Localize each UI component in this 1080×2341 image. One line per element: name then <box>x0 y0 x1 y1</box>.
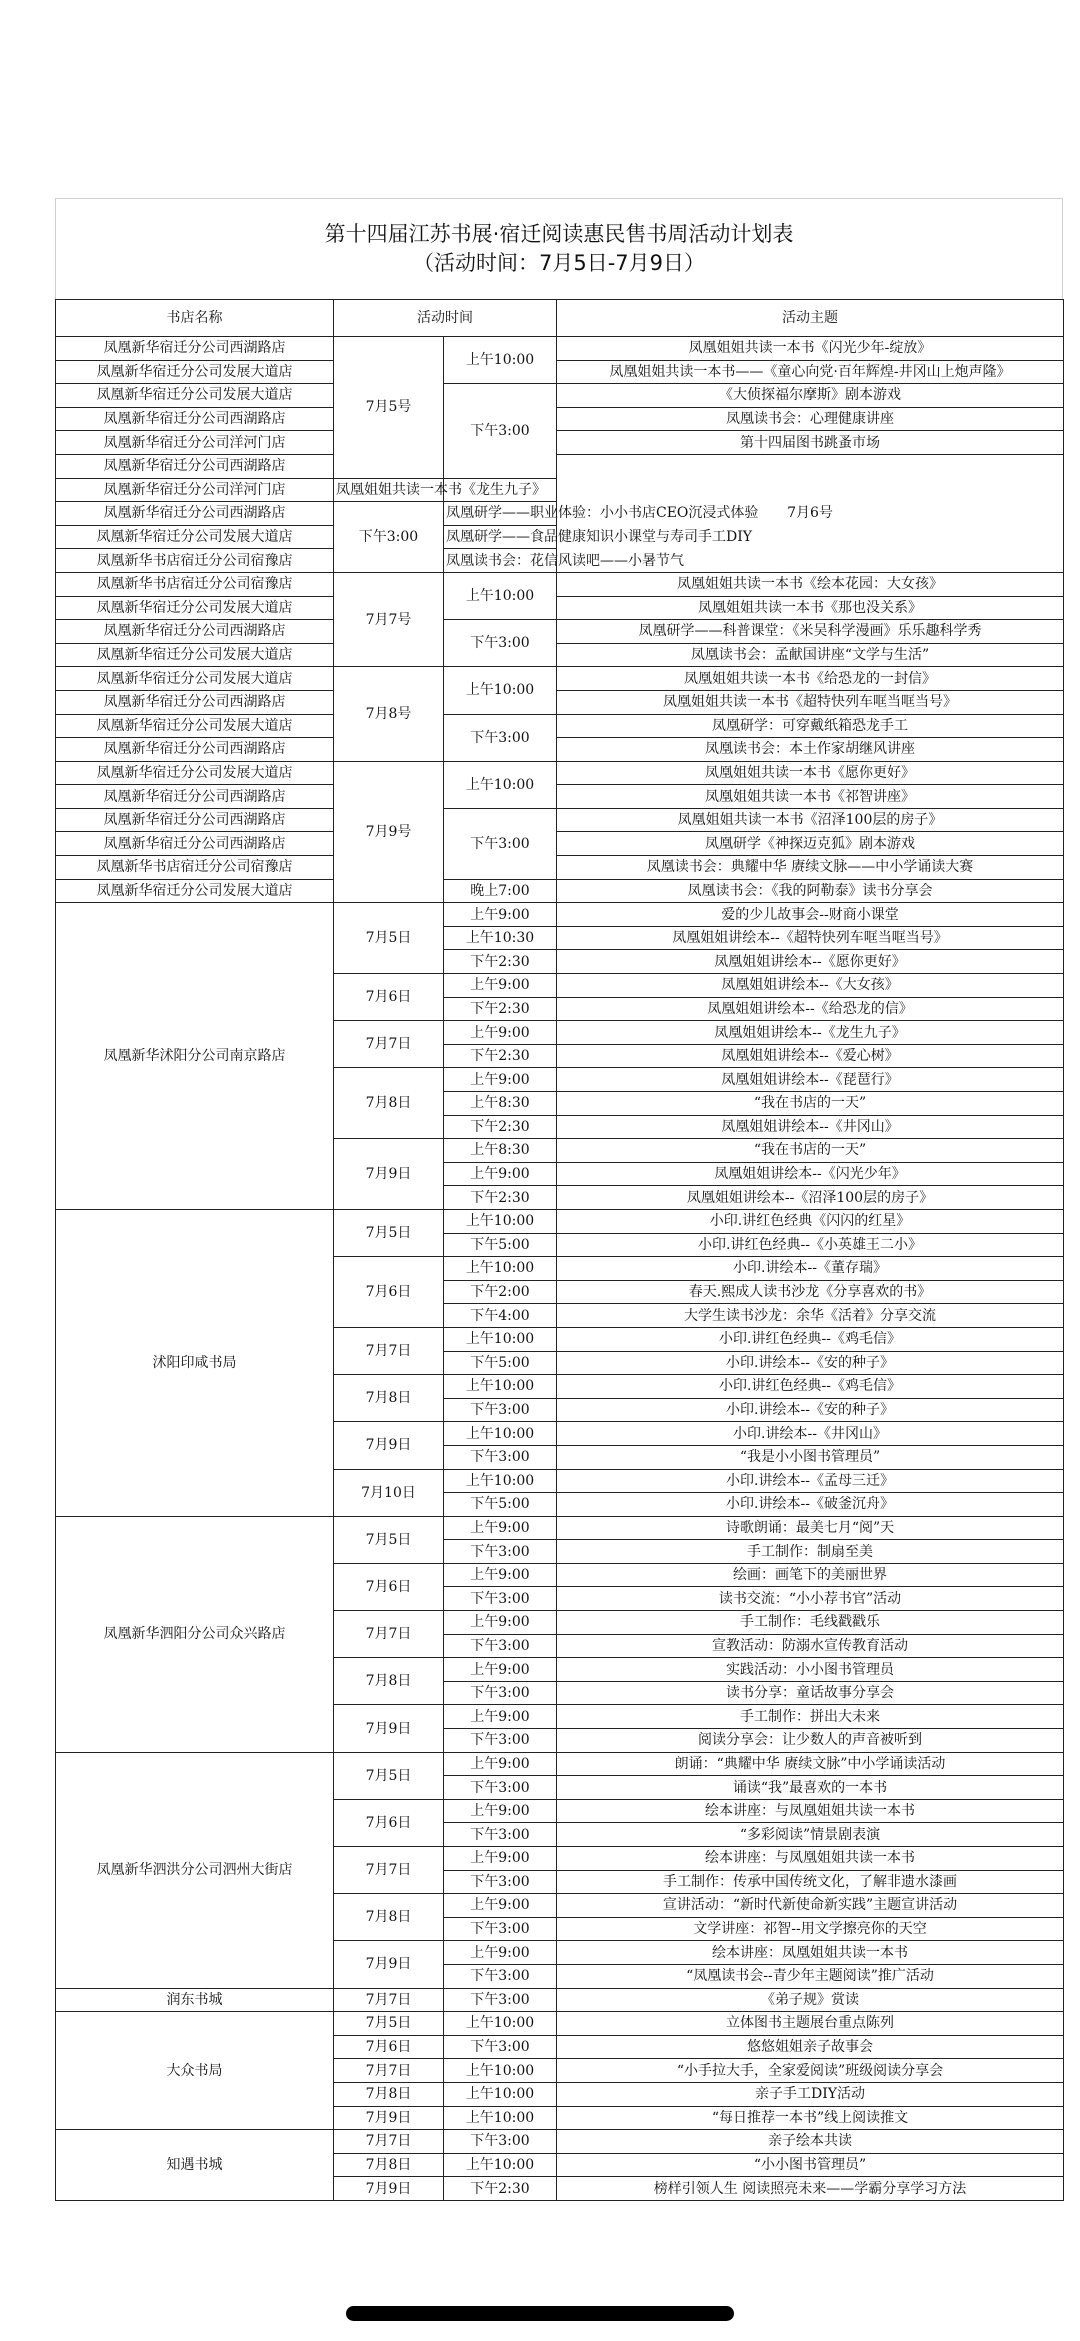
activity-date-cell: 7月9日 <box>334 2177 444 2201</box>
store-name-cell: 凤凰新华宿迁分公司西湖路店 <box>56 620 334 644</box>
table-row <box>56 1516 1064 1540</box>
activity-plan-document <box>55 198 1063 2201</box>
activity-theme-cell: 凤凰读书会：《我的阿勒泰》读书分享会 <box>557 879 1064 903</box>
activity-theme-cell: “凤凰读书会--青少年主题阅读”推广活动 <box>557 1964 1064 1988</box>
store-name-cell: 凤凰新华宿迁分公司发展大道店 <box>56 596 334 620</box>
activity-date-cell: 7月5日 <box>334 1752 444 1799</box>
activity-time-cell: 上午10:00 <box>444 2106 557 2130</box>
activity-theme-cell: 小印.讲绘本--《破釜沉舟》 <box>557 1493 1064 1517</box>
store-name-cell: 凤凰新华宿迁分公司西湖路店 <box>56 690 334 714</box>
table-row <box>56 856 1064 880</box>
activity-theme-cell: 凤凰姐姐共读一本书《愿你更好》 <box>557 761 1064 785</box>
activity-time-cell: 下午2:30 <box>444 997 557 1021</box>
store-name-cell: 凤凰新华宿迁分公司西湖路店 <box>56 502 334 526</box>
activity-theme-cell: 凤凰研学——职业体验：小小书店CEO沉浸式体验 <box>444 502 557 526</box>
store-name-cell: 凤凰新华宿迁分公司洋河门店 <box>56 431 334 455</box>
activity-time-cell: 上午8:30 <box>444 1139 557 1163</box>
activity-time-cell: 上午9:00 <box>444 1847 557 1871</box>
activity-theme-cell: 文学讲座：祁智--用文学擦亮你的天空 <box>557 1917 1064 1941</box>
activity-theme-cell: 凤凰姐姐讲绘本--《愿你更好》 <box>557 950 1064 974</box>
table-row <box>56 454 1064 478</box>
activity-theme-cell: 亲子手工DIY活动 <box>557 2082 1064 2106</box>
activity-date-cell: 7月6日 <box>334 974 444 1021</box>
activity-time-cell: 下午2:30 <box>444 1044 557 1068</box>
activity-theme-cell: 诵读“我”最喜欢的一本书 <box>557 1776 1064 1800</box>
activity-time-cell: 下午3:00 <box>444 1988 557 2012</box>
activity-time-cell: 上午9:00 <box>444 903 557 927</box>
activity-time-cell: 下午3:00 <box>444 714 557 761</box>
activity-theme-cell: 凤凰姐姐讲绘本--《给恐龙的信》 <box>557 997 1064 1021</box>
header-row <box>56 300 1064 337</box>
activity-date-cell: 7月10日 <box>334 1469 444 1516</box>
activity-date-cell: 7月6号 <box>557 454 1064 572</box>
activity-theme-cell: 春天.熙成人读书沙龙《分享喜欢的书》 <box>557 1280 1064 1304</box>
activity-time-cell: 下午3:00 <box>444 384 557 478</box>
activity-theme-cell: 实践活动：小小图书管理员 <box>557 1658 1064 1682</box>
store-name-cell: 凤凰新华沭阳分公司南京路店 <box>56 903 334 1210</box>
activity-time-cell: 上午10:00 <box>444 1209 557 1233</box>
activity-date-cell: 7月7日 <box>334 1327 444 1374</box>
activity-theme-cell: “小小图书管理员” <box>557 2153 1064 2177</box>
activity-time-cell: 下午5:00 <box>444 1493 557 1517</box>
activity-date-cell: 7月7号 <box>334 572 444 666</box>
store-name-cell: 凤凰新华宿迁分公司洋河门店 <box>56 478 334 502</box>
activity-date-cell: 7月7日 <box>334 1021 444 1068</box>
header-theme: 活动主题 <box>557 300 1064 337</box>
activity-date-cell: 7月8日 <box>334 1894 444 1941</box>
activity-theme-cell: 小印.讲红色经典《闪闪的红星》 <box>557 1209 1064 1233</box>
store-name-cell: 凤凰新华宿迁分公司发展大道店 <box>56 761 334 785</box>
activity-theme-cell: 凤凰姐姐讲绘本--《琵琶行》 <box>557 1068 1064 1092</box>
activity-theme-cell: 手工制作：毛线戳戳乐 <box>557 1611 1064 1635</box>
store-name-cell: 凤凰新华宿迁分公司西湖路店 <box>56 454 334 478</box>
activity-theme-cell: 凤凰姐姐共读一本书《绘本花园：大女孩》 <box>557 572 1064 596</box>
activity-time-cell: 上午9:00 <box>444 1068 557 1092</box>
activity-time-cell: 下午3:00 <box>444 1681 557 1705</box>
activity-theme-cell: 小印.讲红色经典--《鸡毛信》 <box>557 1327 1064 1351</box>
activity-date-cell: 7月6日 <box>334 1563 444 1610</box>
table-row <box>56 714 1064 738</box>
activity-theme-cell: 凤凰姐姐共读一本书《闪光少年-绽放》 <box>557 337 1064 361</box>
activity-date-cell: 7月7日 <box>334 1611 444 1658</box>
activity-theme-cell: 凤凰姐姐共读一本书——《童心向党·百年辉煌-井冈山上炮声隆》 <box>557 360 1064 384</box>
activity-date-cell: 7月9日 <box>334 2106 444 2130</box>
activity-theme-cell: 凤凰姐姐共读一本书《给恐龙的一封信》 <box>557 667 1064 691</box>
store-name-cell: 凤凰新华书店宿迁分公司宿豫店 <box>56 856 334 880</box>
activity-time-cell: 上午10:00 <box>444 1375 557 1399</box>
store-name-cell: 凤凰新华宿迁分公司西湖路店 <box>56 407 334 431</box>
activity-date-cell: 7月8日 <box>334 2153 444 2177</box>
activity-date-cell: 7月5日 <box>334 903 444 974</box>
store-name-cell: 知遇书城 <box>56 2130 334 2201</box>
table-row <box>56 761 1064 785</box>
activity-theme-cell: 悠悠姐姐亲子故事会 <box>557 2035 1064 2059</box>
activity-theme-cell: 凤凰读书会：孟献国讲座“文学与生活” <box>557 643 1064 667</box>
table-row <box>56 620 1064 644</box>
activity-theme-cell: 凤凰研学——食品健康知识小课堂与寿司手工DIY <box>444 525 557 549</box>
activity-time-cell: 上午9:00 <box>444 1611 557 1635</box>
activity-theme-cell: 立体图书主题展台重点陈列 <box>557 2012 1064 2036</box>
activity-time-cell: 上午10:00 <box>444 572 557 619</box>
table-row <box>56 407 1064 431</box>
activity-theme-cell: 凤凰研学：可穿戴纸箱恐龙手工 <box>557 714 1064 738</box>
activity-date-cell: 7月5号 <box>334 337 444 479</box>
store-name-cell: 凤凰新华宿迁分公司发展大道店 <box>56 384 334 408</box>
activity-time-cell: 下午2:30 <box>444 1115 557 1139</box>
store-name-cell: 凤凰新华宿迁分公司西湖路店 <box>56 832 334 856</box>
activity-date-cell: 7月9日 <box>334 1941 444 1988</box>
activity-theme-cell: 小印.讲绘本--《孟母三迁》 <box>557 1469 1064 1493</box>
activity-time-cell: 晚上7:00 <box>444 879 557 903</box>
activity-date-cell: 7月7日 <box>334 1847 444 1894</box>
activity-time-cell: 上午9:00 <box>444 1799 557 1823</box>
activity-time-cell: 上午10:00 <box>444 761 557 808</box>
activity-date-cell: 7月9号 <box>334 761 444 903</box>
activity-date-cell: 7月5日 <box>334 2012 444 2036</box>
activity-time-cell: 下午3:00 <box>444 1917 557 1941</box>
activity-theme-cell: 朗诵：“典耀中华 赓续文脉”中小学诵读活动 <box>557 1752 1064 1776</box>
activity-time-cell: 下午3:00 <box>444 808 557 879</box>
activity-theme-cell: 凤凰研学《神探迈克狐》剧本游戏 <box>557 832 1064 856</box>
activity-date-cell: 7月8号 <box>334 667 444 761</box>
activity-time-cell: 上午9:00 <box>444 1894 557 1918</box>
activity-time-cell: 下午5:00 <box>444 1233 557 1257</box>
activity-theme-cell: 读书交流：“小小荐书官”活动 <box>557 1587 1064 1611</box>
activity-time-cell: 下午2:30 <box>444 2177 557 2201</box>
header-store: 书店名称 <box>56 300 334 337</box>
activity-time-cell: 上午10:00 <box>444 2012 557 2036</box>
activity-theme-cell: “我是小小图书管理员” <box>557 1445 1064 1469</box>
table-row <box>56 879 1064 903</box>
activity-time-cell: 下午3:00 <box>444 1964 557 1988</box>
table-row <box>56 572 1064 596</box>
activity-theme-cell: 宣教活动：防溺水宣传教育活动 <box>557 1634 1064 1658</box>
table-row <box>56 808 1064 832</box>
activity-theme-cell: 凤凰姐姐共读一本书《祁智讲座》 <box>557 785 1064 809</box>
activity-theme-cell: 小印.讲红色经典--《鸡毛信》 <box>557 1375 1064 1399</box>
activity-theme-cell: 绘本讲座：与凤凰姐姐共读一本书 <box>557 1847 1064 1871</box>
activity-time-cell: 下午2:30 <box>444 950 557 974</box>
table-row <box>56 596 1064 620</box>
activity-time-cell: 下午3:00 <box>444 1870 557 1894</box>
table-row <box>56 2012 1064 2036</box>
store-name-cell: 凤凰新华书店宿迁分公司宿豫店 <box>56 549 334 573</box>
activity-theme-cell: 凤凰读书会：本土作家胡继风讲座 <box>557 738 1064 762</box>
activity-theme-cell: 绘本讲座：与凤凰姐姐共读一本书 <box>557 1799 1064 1823</box>
activity-date-cell: 7月9日 <box>334 1422 444 1469</box>
activity-theme-cell: 爱的少儿故事会--财商小课堂 <box>557 903 1064 927</box>
activity-theme-cell: 凤凰读书会：心理健康讲座 <box>557 407 1064 431</box>
activity-theme-cell: 凤凰姐姐共读一本书《那也没关系》 <box>557 596 1064 620</box>
store-name-cell: 凤凰新华宿迁分公司发展大道店 <box>56 525 334 549</box>
table-row <box>56 2130 1064 2154</box>
table-row <box>56 384 1064 408</box>
activity-theme-cell: 凤凰姐姐讲绘本--《超特快列车哐当哐当号》 <box>557 926 1064 950</box>
activity-time-cell: 下午3:00 <box>444 1445 557 1469</box>
activity-theme-cell: “小手拉大手，全家爱阅读”班级阅读分享会 <box>557 2059 1064 2083</box>
activity-time-cell: 上午10:00 <box>444 2059 557 2083</box>
activity-date-cell: 7月8日 <box>334 1658 444 1705</box>
table-row <box>56 360 1064 384</box>
activity-time-cell: 下午3:00 <box>444 1398 557 1422</box>
document-subtitle: （活动时间：7月5日-7月9日） <box>412 251 706 275</box>
table-row <box>56 903 1064 927</box>
store-name-cell: 凤凰新华宿迁分公司西湖路店 <box>56 785 334 809</box>
store-name-cell: 润东书城 <box>56 1988 334 2012</box>
table-row <box>56 667 1064 691</box>
activity-theme-cell: “每日推荐一本书”线上阅读推文 <box>557 2106 1064 2130</box>
store-name-cell: 凤凰新华泗洪分公司泗州大街店 <box>56 1752 334 1988</box>
activity-theme-cell: 凤凰姐姐讲绘本--《沼泽100层的房子》 <box>557 1186 1064 1210</box>
activity-theme-cell: 宣讲活动：“新时代新使命新实践”主题宣讲活动 <box>557 1894 1064 1918</box>
store-name-cell: 凤凰新华宿迁分公司发展大道店 <box>56 879 334 903</box>
activity-theme-cell: 手工制作：传承中国传统文化，了解非遗水漆画 <box>557 1870 1064 1894</box>
activity-time-cell: 上午9:00 <box>444 1658 557 1682</box>
activity-theme-cell: 榜样引领人生 阅读照亮未来——学霸分享学习方法 <box>557 2177 1064 2201</box>
store-name-cell: 凤凰新华宿迁分公司发展大道店 <box>56 360 334 384</box>
activity-theme-cell: 《大侦探福尔摩斯》剧本游戏 <box>557 384 1064 408</box>
activity-time-cell: 下午5:00 <box>444 1351 557 1375</box>
table-row <box>56 738 1064 762</box>
table-row <box>56 1752 1064 1776</box>
store-name-cell: 凤凰新华宿迁分公司西湖路店 <box>56 738 334 762</box>
activity-time-cell: 上午10:00 <box>444 2082 557 2106</box>
store-name-cell: 凤凰新华宿迁分公司发展大道店 <box>56 667 334 691</box>
table-row <box>56 643 1064 667</box>
table-row <box>56 1209 1064 1233</box>
document-title-box <box>55 198 1063 299</box>
activity-time-cell: 下午3:00 <box>444 1729 557 1753</box>
store-name-cell: 凤凰新华书店宿迁分公司宿豫店 <box>56 572 334 596</box>
activity-date-cell: 7月6日 <box>334 1799 444 1846</box>
activity-theme-cell: 手工制作：制扇至美 <box>557 1540 1064 1564</box>
activity-theme-cell: 凤凰姐姐讲绘本--《爱心树》 <box>557 1044 1064 1068</box>
activity-theme-cell: 手工制作：拼出大未来 <box>557 1705 1064 1729</box>
activity-date-cell: 7月7日 <box>334 2059 444 2083</box>
activity-time-cell: 上午8:30 <box>444 1092 557 1116</box>
activity-time-cell: 下午3:00 <box>334 502 444 573</box>
activity-time-cell: 下午2:00 <box>444 1280 557 1304</box>
activity-date-cell: 7月6日 <box>334 1257 444 1328</box>
activity-time-cell: 上午10:00 <box>444 2153 557 2177</box>
activity-date-cell: 7月5日 <box>334 1209 444 1256</box>
activity-time-cell: 下午3:00 <box>444 1634 557 1658</box>
activity-time-cell: 上午9:00 <box>444 1162 557 1186</box>
activity-theme-cell: 诗歌朗诵：最美七月“阅”天 <box>557 1516 1064 1540</box>
activity-date-cell: 7月8日 <box>334 2082 444 2106</box>
table-row <box>56 337 1064 361</box>
table-row <box>56 1988 1064 2012</box>
activity-theme-cell: 大学生读书沙龙：余华《活着》分享交流 <box>557 1304 1064 1328</box>
activity-theme-cell: 凤凰姐姐共读一本书《沼泽100层的房子》 <box>557 808 1064 832</box>
activity-date-cell: 7月8日 <box>334 1375 444 1422</box>
activity-theme-cell: 亲子绘本共读 <box>557 2130 1064 2154</box>
activity-date-cell: 7月6日 <box>334 2035 444 2059</box>
activity-time-cell: 上午9:00 <box>444 1563 557 1587</box>
header-time: 活动时间 <box>334 300 557 337</box>
activity-time-cell: 上午10:00 <box>444 1469 557 1493</box>
activity-time-cell: 下午3:00 <box>444 1823 557 1847</box>
activity-time-cell: 下午3:00 <box>444 1587 557 1611</box>
activity-time-cell: 下午3:00 <box>444 620 557 667</box>
activity-time-cell: 下午4:00 <box>444 1304 557 1328</box>
activity-theme-cell: 小印.讲绘本--《井冈山》 <box>557 1422 1064 1446</box>
activity-date-cell: 7月7日 <box>334 2130 444 2154</box>
activity-theme-cell: 凤凰姐姐讲绘本--《大女孩》 <box>557 974 1064 998</box>
activity-theme-cell: 《弟子规》赏读 <box>557 1988 1064 2012</box>
activity-time-cell: 下午3:00 <box>444 1776 557 1800</box>
activity-date-cell: 7月7日 <box>334 1988 444 2012</box>
table-row <box>56 690 1064 714</box>
activity-time-cell: 上午10:00 <box>444 337 557 384</box>
activity-table <box>55 299 1064 2201</box>
activity-time-cell: 上午10:00 <box>444 1327 557 1351</box>
activity-theme-cell: “我在书店的一天” <box>557 1139 1064 1163</box>
table-row <box>56 785 1064 809</box>
activity-theme-cell: 小印.讲红色经典--《小英雄王二小》 <box>557 1233 1064 1257</box>
store-name-cell: 凤凰新华宿迁分公司西湖路店 <box>56 337 334 361</box>
activity-theme-cell: 凤凰姐姐讲绘本--《井冈山》 <box>557 1115 1064 1139</box>
activity-theme-cell: 凤凰姐姐共读一本书《超特快列车哐当哐当号》 <box>557 690 1064 714</box>
activity-theme-cell: 凤凰姐姐讲绘本--《闪光少年》 <box>557 1162 1064 1186</box>
home-indicator <box>346 2306 734 2321</box>
activity-theme-cell: 读书分享：童话故事分享会 <box>557 1681 1064 1705</box>
activity-time-cell: 上午10:00 <box>444 1422 557 1446</box>
activity-theme-cell: 第十四届图书跳蚤市场 <box>557 431 1064 455</box>
activity-theme-cell: 绘画：画笔下的美丽世界 <box>557 1563 1064 1587</box>
activity-date-cell: 7月9日 <box>334 1705 444 1752</box>
activity-theme-cell: 凤凰读书会：典耀中华 赓续文脉——中小学诵读大赛 <box>557 856 1064 880</box>
document-title: 第十四届江苏书展·宿迁阅读惠民售书周活动计划表 <box>324 222 794 246</box>
activity-theme-cell: 绘本讲座：凤凰姐姐共读一本书 <box>557 1941 1064 1965</box>
store-name-cell: 沭阳印咸书局 <box>56 1209 334 1516</box>
activity-date-cell: 7月9日 <box>334 1139 444 1210</box>
activity-time-cell: 下午3:00 <box>444 2035 557 2059</box>
activity-theme-cell: “多彩阅读”情景剧表演 <box>557 1823 1064 1847</box>
activity-theme-cell: 小印.讲绘本--《安的种子》 <box>557 1398 1064 1422</box>
activity-theme-cell: 凤凰姐姐共读一本书《龙生九子》 <box>334 478 444 502</box>
activity-time-cell: 下午3:00 <box>444 1540 557 1564</box>
activity-time-cell: 下午3:00 <box>444 2130 557 2154</box>
activity-date-cell: 7月5日 <box>334 1516 444 1563</box>
table-row <box>56 832 1064 856</box>
activity-date-cell: 7月8日 <box>334 1068 444 1139</box>
table-row <box>56 431 1064 455</box>
activity-theme-cell: 小印.讲绘本--《安的种子》 <box>557 1351 1064 1375</box>
store-name-cell: 凤凰新华宿迁分公司发展大道店 <box>56 643 334 667</box>
activity-theme-cell: “我在书店的一天” <box>557 1092 1064 1116</box>
activity-time-cell: 上午10:00 <box>444 1257 557 1281</box>
activity-time-cell: 上午9:00 <box>444 1752 557 1776</box>
activity-theme-cell: 小印.讲绘本--《董存瑞》 <box>557 1257 1064 1281</box>
activity-time-cell: 下午2:30 <box>444 1186 557 1210</box>
activity-time-cell: 上午9:00 <box>444 1516 557 1540</box>
activity-time-cell: 上午9:00 <box>444 1941 557 1965</box>
store-name-cell: 凤凰新华泗阳分公司众兴路店 <box>56 1516 334 1752</box>
activity-time-cell: 上午9:00 <box>444 1705 557 1729</box>
store-name-cell: 凤凰新华宿迁分公司发展大道店 <box>56 714 334 738</box>
activity-time-cell: 上午9:00 <box>444 1021 557 1045</box>
activity-theme-cell: 凤凰读书会：花信风读吧——小暑节气 <box>444 549 557 573</box>
activity-time-cell: 上午10:00 <box>444 667 557 714</box>
activity-time-cell: 上午9:00 <box>444 974 557 998</box>
store-name-cell: 凤凰新华宿迁分公司西湖路店 <box>56 808 334 832</box>
activity-theme-cell: 阅读分享会：让少数人的声音被听到 <box>557 1729 1064 1753</box>
activity-time-cell: 上午10:30 <box>444 926 557 950</box>
store-name-cell: 大众书局 <box>56 2012 334 2130</box>
activity-theme-cell: 凤凰研学——科普课堂：《米吴科学漫画》乐乐趣科学秀 <box>557 620 1064 644</box>
activity-theme-cell: 凤凰姐姐讲绘本--《龙生九子》 <box>557 1021 1064 1045</box>
